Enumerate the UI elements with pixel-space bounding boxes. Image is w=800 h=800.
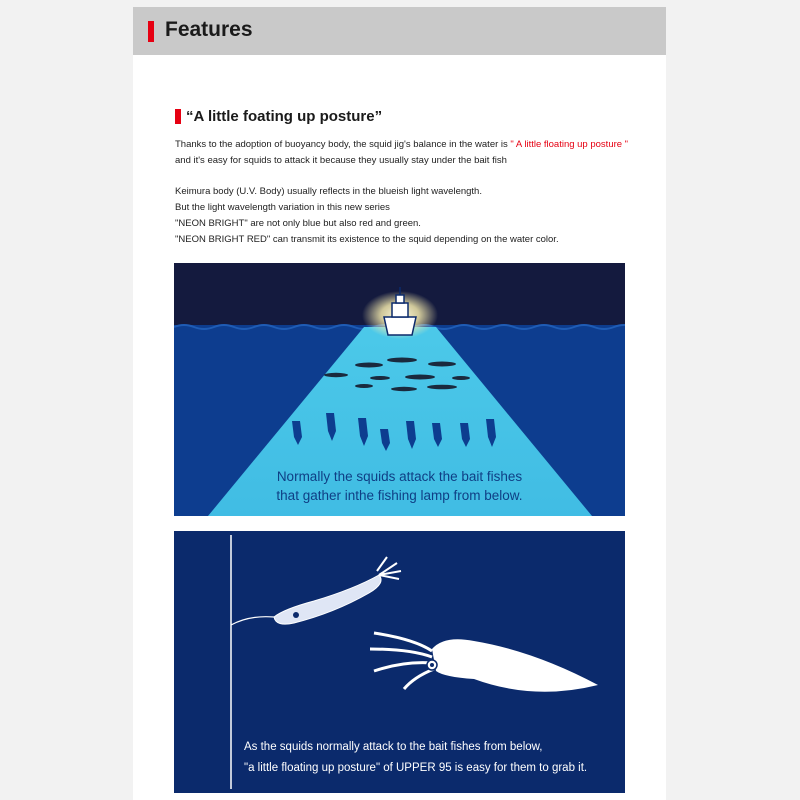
page-title: Features [165, 18, 253, 41]
squid-icon [370, 633, 598, 692]
intro-paragraph [175, 137, 645, 169]
figure1-caption-line1: Normally the squids attack the bait fishes [276, 469, 523, 484]
figure1-caption-line2: that gather inthe fishing lamp from below. [276, 488, 523, 503]
figure2-caption-line2: "a little floating up posture" of UPPER 95 is easy for them to grab it. [244, 762, 588, 774]
header-accent-bar [148, 21, 154, 42]
subsection-title: “A little foating up posture” [186, 108, 383, 125]
detail-paragraph [175, 184, 645, 248]
features-page [133, 7, 666, 800]
subsection-heading [175, 108, 382, 125]
detail-line: "NEON BRIGHT RED" can transmit its existence to the squid depending on the water color. [175, 234, 559, 245]
squid-jig-icon [231, 557, 401, 625]
fishing-lamp-illustration [174, 263, 625, 516]
detail-line: Keimura body (U.V. Body) usually reflects in the blueish light wavelength. [175, 186, 482, 197]
section-header [133, 7, 666, 55]
intro-text-end: and it's easy for squids to attack it because they usually stay under the bait fish [175, 155, 507, 166]
jig-posture-illustration [174, 531, 625, 793]
intro-highlight: " A little floating up posture " [510, 139, 629, 150]
subsection-accent-bar [175, 109, 181, 124]
intro-text-start: Thanks to the adoption of buoyancy body, the squid jig's balance in the water is [175, 139, 511, 150]
figure2-caption-line1: As the squids normally attack to the bait fishes from below, [244, 741, 543, 753]
detail-line: But the light wavelength variation in this new series [175, 202, 390, 213]
detail-line: "NEON BRIGHT" are not only blue but also red and green. [175, 218, 421, 229]
